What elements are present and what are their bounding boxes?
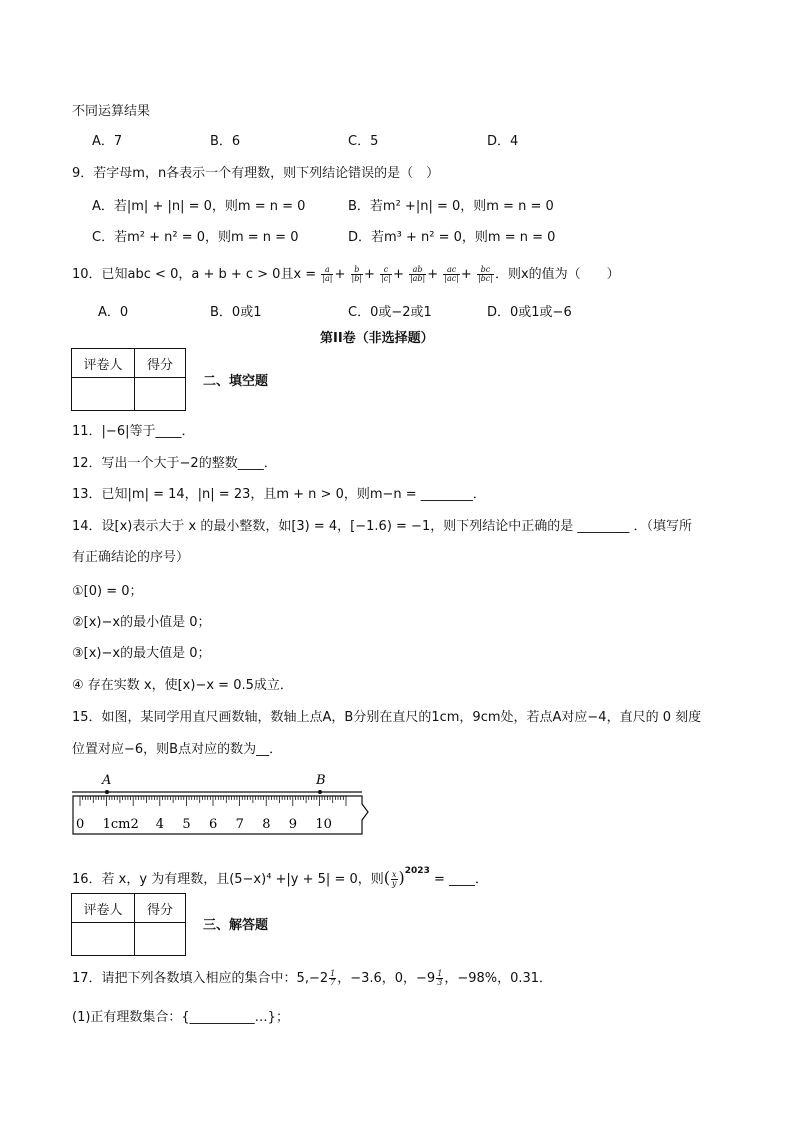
q9-stem-text: 若字母m，n各表示一个有理数，则下列结论错误的是（ ） — [93, 166, 440, 181]
q13: 13．已知|m| = 14，|n| = 23，且m + n > 0，则m−n = ________． — [72, 487, 486, 502]
q10-stem-a: 已知abc < 0，a + b + c > 0且x = — [101, 267, 317, 282]
ruler-label: 7 — [235, 817, 244, 832]
q8-tail: 不同运算结果 — [72, 104, 151, 119]
q17-sub1: (1)正有理数集合：{__________…}； — [72, 1010, 289, 1025]
fraction-ac: $\frac{ac}{|ac|}$ — [444, 265, 459, 283]
part3-title: 三、解答题 — [203, 918, 269, 933]
q16-stem: 16．若 x，y 为有理数，且(5−x)⁴ +|y + 5| = 0，则 — [72, 872, 384, 887]
section-title: 第II卷（非选择题） — [320, 331, 434, 346]
fraction-1-3: $\frac{1}{3}$ — [437, 969, 443, 987]
q14-line2: 有正确结论的序号） — [72, 550, 190, 565]
score-table-1 — [71, 348, 186, 411]
ruler-label: 1cm2 — [102, 817, 139, 832]
ruler-ticks — [80, 796, 346, 806]
q9-stem — [72, 165, 439, 183]
fraction-1-7: $\frac{1}{7}$ — [330, 969, 336, 987]
q17-numbers-end: ，−98%，0.31． — [444, 971, 553, 986]
q17-numbers-rest: ，−3.6，0，−9 — [337, 971, 436, 986]
q8-option-a: A．7 — [92, 134, 123, 149]
score-cell-score — [135, 378, 186, 411]
q14-item-1: ①[0) = 0； — [72, 584, 143, 599]
score-cell-grader — [72, 378, 135, 411]
q8-option-c: C．5 — [348, 134, 379, 149]
ruler-label: 0 — [76, 817, 85, 832]
score-table-2 — [71, 893, 186, 956]
fraction-bc: $\frac{bc}{|bc|}$ — [477, 265, 493, 283]
q17-stem-text: 17．请把下列各数填入相应的集合中：5,−2 — [72, 971, 329, 986]
q14-line1: 14．设[x)表示大于 x 的最小整数，如[3) = 4，[−1.6) = −1，则下列结论中正确的是 ________ ．（填写所 — [72, 519, 692, 534]
q9-option-b: B．若m² +|n| = 0，则m = n = 0 — [348, 199, 554, 214]
q12: 12．写出一个大于−2的整数____． — [72, 456, 277, 471]
fraction-x-over-y: $\frac{x}{y}$ — [392, 870, 397, 888]
ruler-label: 6 — [209, 817, 218, 832]
score-table-header-score: 得分 — [135, 349, 186, 378]
ruler-figure — [70, 770, 375, 836]
q14-item-2: ②[x)−x的最小值是 0； — [72, 615, 211, 630]
fraction-ab: $\frac{ab}{|ab|}$ — [409, 265, 426, 283]
q8-option-b: B．6 — [210, 134, 241, 149]
score-table2-header-grader: 评卷人 — [72, 894, 135, 923]
fraction-c: $\frac{c}{|c|}$ — [381, 265, 391, 283]
q15-line1: 15．如图，某同学用直尺画数轴，数轴上点A，B分别在直尺的1cm，9cm处，若点A对应−4，直尺的 0 刻度 — [72, 710, 702, 725]
ruler-label: 5 — [182, 817, 191, 832]
q10-option-a: A．0 — [98, 305, 129, 320]
q10-option-d: D．0或1或−6 — [487, 305, 572, 320]
part2-title: 二、填空题 — [203, 374, 269, 389]
score2-cell-score — [135, 923, 186, 956]
ruler-svg — [70, 770, 375, 836]
q10-option-c: C．0或−2或1 — [348, 305, 432, 320]
point-b-dot — [318, 790, 322, 794]
fraction-b: $\frac{b}{|b|}$ — [351, 265, 363, 283]
q9-option-d: D．若m³ + n² = 0，则m = n = 0 — [348, 230, 556, 245]
q16-tail: = ____． — [429, 872, 489, 887]
ruler-label: 8 — [262, 817, 271, 832]
fraction-a: $\frac{a}{|a|}$ — [322, 265, 333, 283]
q15-line2: 位置对应−6，则B点对应的数为__． — [72, 742, 283, 757]
ruler-label: 4 — [155, 817, 165, 832]
q10-stem: 10．已知abc < 0，a + b + c > 0且x = $\frac{a}{|a|}$ + $\frac{b}{|b|}$ + $\frac{c}{|c|}$ + $\frac{ab}{|ab|}$ + $\frac{ac}{|ac|}$ + $\frac{bc}{|bc|}$ ．则x的值为（ ） — [72, 265, 620, 283]
point-b-label: B — [316, 773, 326, 788]
point-a-label: A — [102, 773, 112, 788]
score-table-header-grader: 评卷人 — [72, 349, 135, 378]
ruler-label: 10 — [315, 817, 332, 832]
score2-cell-grader — [72, 923, 135, 956]
q14-item-4: ④ 存在实数 x，使[x)−x = 0.5成立． — [72, 678, 293, 693]
ruler-labels — [76, 817, 332, 832]
q10-option-b: B．0或1 — [210, 305, 262, 320]
q11: 11．|−6|等于____． — [72, 424, 195, 439]
q17-stem — [72, 970, 552, 988]
ruler-label: 9 — [288, 817, 298, 832]
score-table2-header-score: 得分 — [135, 894, 186, 923]
point-a-dot — [105, 790, 109, 794]
q8-option-d: D．4 — [487, 134, 519, 149]
q9-option-a: A．若|m| + |n| = 0，则m = n = 0 — [92, 199, 306, 214]
q9-option-c: C．若m² + n² = 0，则m = n = 0 — [92, 230, 299, 245]
q10-stem-b: ．则x的值为（ ） — [494, 267, 620, 282]
q16-exponent: 2023 — [404, 866, 430, 876]
q16: 16．若 x，y 为有理数，且(5−x)⁴ +|y + 5| = 0，则( $\frac{x}{y}$ )$^{2023}$ = ____． — [72, 866, 489, 888]
q14-item-3: ③[x)−x的最大值是 0； — [72, 646, 211, 661]
q9-number: 9． — [72, 166, 94, 181]
q10-number: 10． — [72, 267, 102, 282]
